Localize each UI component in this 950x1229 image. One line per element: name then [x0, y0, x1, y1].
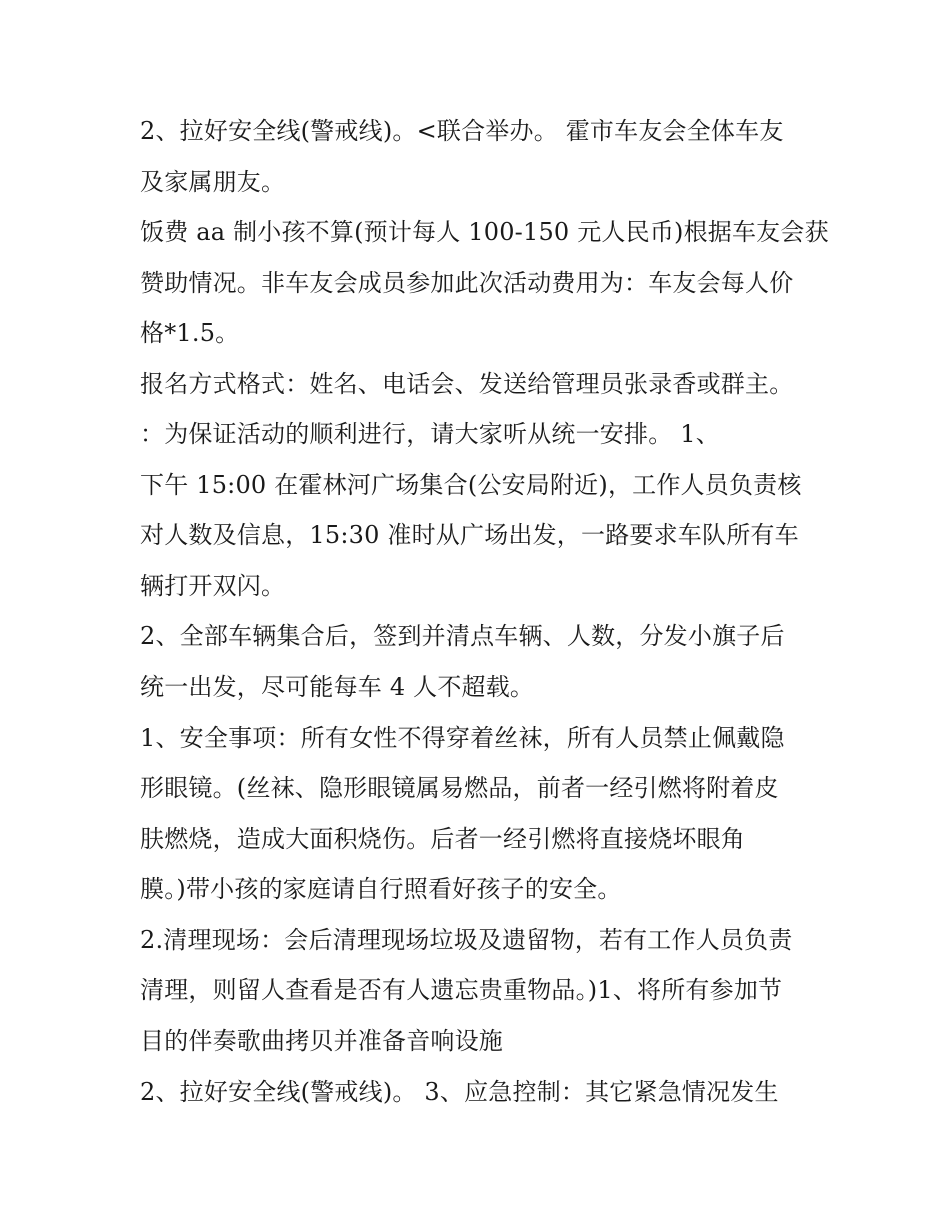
text-line: 清理，则留人查看是否有人遗忘贵重物品。)1、将所有参加节 [140, 976, 783, 1004]
text-line: 目的伴奏歌曲拷贝并准备音响设施 [140, 1027, 503, 1055]
text-line: 饭费 aa 制小孩不算(预计每人 100-150 元人民币)根据车友会获 [140, 218, 829, 246]
text-line: 下午 15:00 在霍林河广场集合(公安局附近)，工作人员负责核 [140, 471, 802, 499]
text-line: 2、拉好安全线(警戒线)。<联合举办。 霍市车友会全体车友 [140, 117, 784, 145]
text-line: ：为保证活动的顺利进行，请大家听从统一安排。 1、 [140, 420, 720, 448]
text-line: 形眼镜。(丝袜、隐形眼镜属易燃品，前者一经引燃将附着皮 [140, 774, 779, 802]
text-line: 格*1.5。 [140, 319, 240, 347]
text-line: 赞助情况。非车友会成员参加此次活动费用为：车友会每人价 [140, 269, 794, 297]
text-line: 1、安全事项：所有女性不得穿着丝袜，所有人员禁止佩戴隐 [140, 724, 785, 752]
text-line: 统一出发，尽可能每车 4 人不超载。 [140, 673, 535, 701]
text-line: 报名方式格式：姓名、电话会、发送给管理员张录香或群主。 [140, 370, 794, 398]
text-line: 辆打开双闪。 [140, 572, 286, 600]
text-line: 及家属朋友。 [140, 168, 286, 196]
text-line: 2、全部车辆集合后，签到并清点车辆、人数，分发小旗子后 [140, 622, 785, 650]
text-line: 2.清理现场：会后清理现场垃圾及遗留物，若有工作人员负责 [140, 926, 793, 954]
text-line: 膜。)带小孩的家庭请自行照看好孩子的安全。 [140, 875, 622, 903]
text-line: 对人数及信息，15:30 准时从广场出发，一路要求车队所有车 [140, 521, 799, 549]
text-line: 肤燃烧，造成大面积烧伤。后者一经引燃将直接烧坏眼角 [140, 825, 745, 853]
text-line: 2、拉好安全线(警戒线)。 3、应急控制：其它紧急情况发生 [140, 1078, 779, 1106]
